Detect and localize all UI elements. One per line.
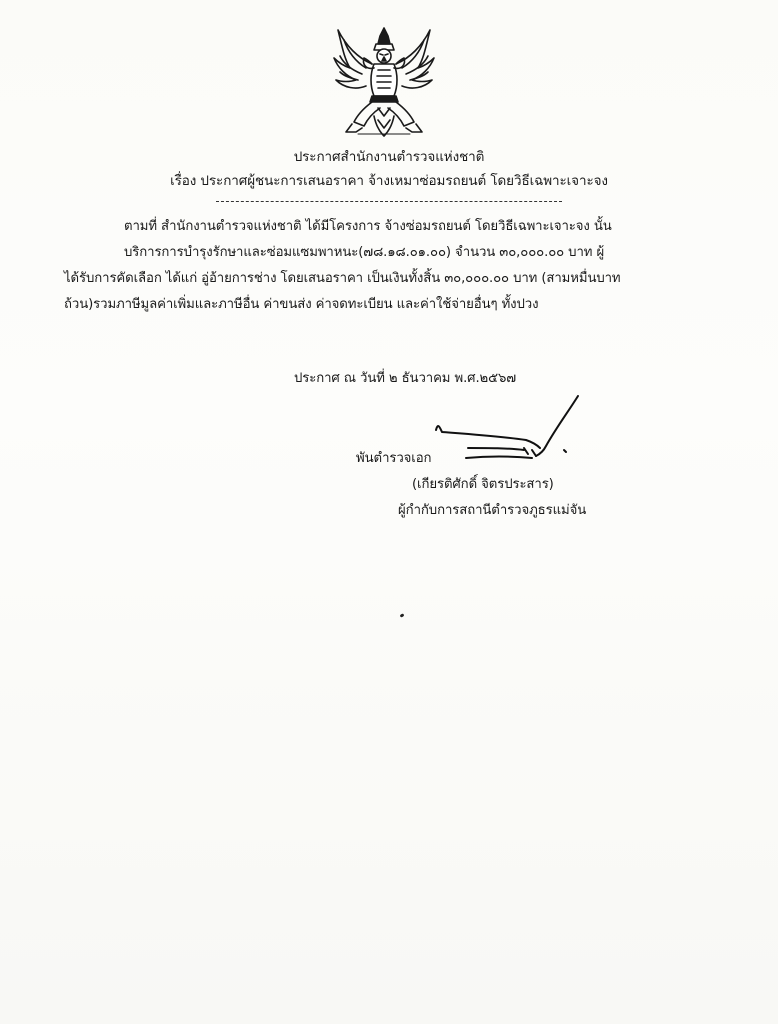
dashed-divider xyxy=(216,201,562,202)
body-line-1: ตามที่ สำนักงานตำรวจแห่งชาติ ได้มีโครงการ จ้างซ่อมรถยนต์ โดยวิธีเฉพาะเจาะจง นั้น xyxy=(124,219,612,234)
ink-speck xyxy=(400,613,405,618)
signatory-name: (เกียรติศักดิ์ จิตรประสาร) xyxy=(412,477,554,492)
body-line-2: บริการการบำรุงรักษาและซ่อมแซมพาหนะ(๗๘.๑๘.๐๑.๐๐) จำนวน ๓๐,๐๐๐.๐๐ บาท ผู้ xyxy=(124,245,605,260)
garuda-emblem-icon xyxy=(328,24,440,142)
body-line-3: ได้รับการคัดเลือก ได้แก่ อู่อ้ายการช่าง โดยเสนอราคา เป็นเงินทั้งสิ้น ๓๐,๐๐๐.๐๐ บาท (สามหมื่นบาท xyxy=(64,271,621,286)
document-title: ประกาศสำนักงานตำรวจแห่งชาติ xyxy=(293,149,485,165)
body-line-4: ถ้วน)รวมภาษีมูลค่าเพิ่มและภาษีอื่น ค่าขนส่ง ค่าจดทะเบียน และค่าใช้จ่ายอื่นๆ ทั้งปวง xyxy=(64,297,539,312)
handwritten-signature-icon xyxy=(428,392,588,472)
announcement-date: ประกาศ ณ วันที่ ๒ ธันวาคม พ.ศ.๒๕๖๗ xyxy=(294,371,517,386)
signatory-rank: พันตำรวจเอก xyxy=(356,451,432,466)
signatory-position: ผู้กำกับการสถานีตำรวจภูธรแม่จัน xyxy=(398,503,587,518)
document-subject: เรื่อง ประกาศผู้ชนะการเสนอราคา จ้างเหมาซ่อมรถยนต์ โดยวิธีเฉพาะเจาะจง xyxy=(170,173,608,189)
